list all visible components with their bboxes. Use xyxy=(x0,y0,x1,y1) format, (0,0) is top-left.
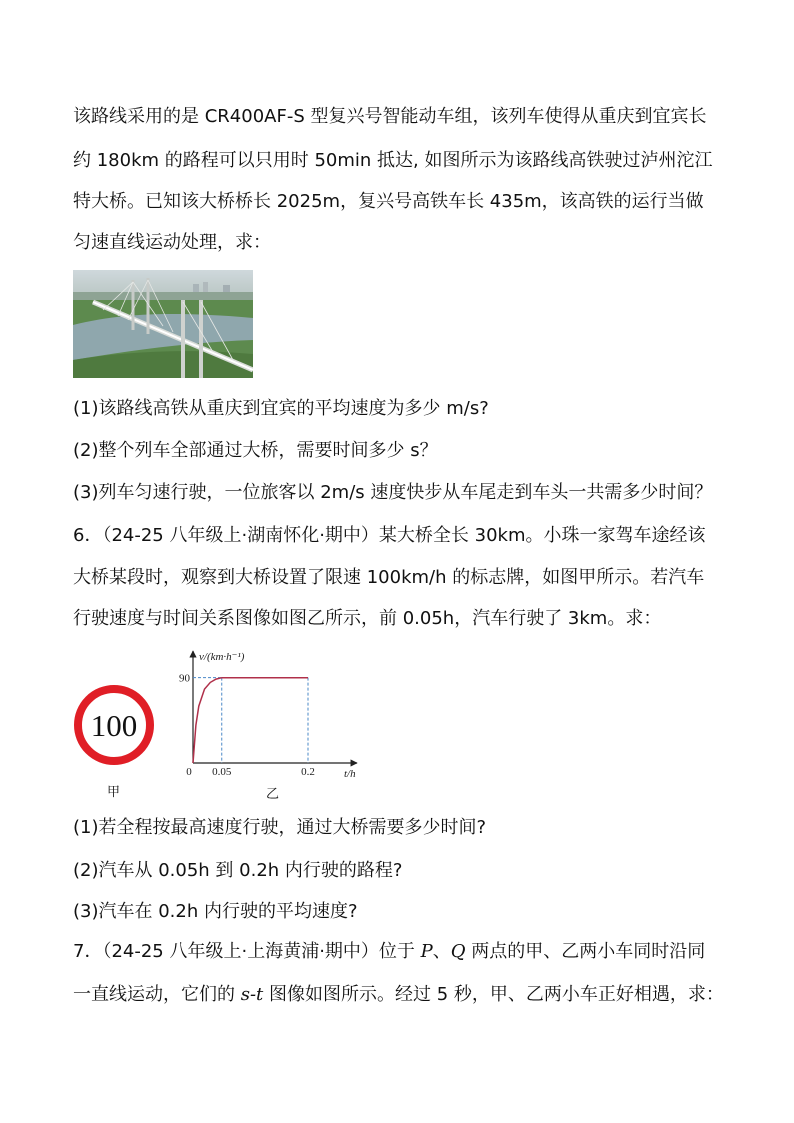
q6-line-2: 大桥某段时，观察到大桥设置了限速 100km/h 的标志牌，如图甲所示。若汽车 xyxy=(73,567,705,588)
intro-line-2: 约 180km 的路程可以只用时 50min 抵达, 如图所示为该路线高铁驶过泸州沱江 xyxy=(73,150,713,171)
intro-line-3: 特大桥。已知该大桥桥长 2025m，复兴号高铁车长 435m，该高铁的运行当做 xyxy=(73,191,704,212)
velocity-time-graph xyxy=(175,645,375,784)
bridge-photo xyxy=(73,270,253,378)
q5-sub2: (2)整个列车全部通过大桥，需要时间多少 s？ xyxy=(73,440,438,461)
origin-label: 0 xyxy=(186,766,192,778)
q6-sub3: (3)汽车在 0.2h 内行驶的平均速度? xyxy=(73,901,358,922)
st-symbol: s-t xyxy=(240,984,264,1005)
x-axis-label: t/h xyxy=(344,768,356,780)
q5-sub3: (3)列车匀速行驶，一位旅客以 2m/s 速度快步从车尾走到车头一共需多少时间？ xyxy=(73,482,713,503)
q7-line1-end: 两点的甲、乙两小车同时沿同 xyxy=(465,941,706,962)
q5-sub1: (1)该路线高铁从重庆到宜宾的平均速度为多少 m/s? xyxy=(73,398,489,419)
x-tick-label-1: 0.2 xyxy=(301,766,315,778)
y-tick-label-0: 90 xyxy=(179,672,190,685)
label-jia: 甲 xyxy=(107,785,121,800)
velocity-curve xyxy=(193,678,308,763)
q6-sub2: (2)汽车从 0.05h 到 0.2h 内行驶的路程? xyxy=(73,860,403,881)
intro-line-4: 匀速直线运动处理，求： xyxy=(73,232,271,253)
q6-line-3: 行驶速度与时间关系图像如图乙所示，前 0.05h，汽车行驶了 3km。求： xyxy=(73,608,662,629)
intro-line-1: 该路线采用的是 CR400AF-S 型复兴号智能动车组，该列车使得从重庆到宜宾长 xyxy=(73,106,707,127)
q7-separator: 、 xyxy=(432,941,451,962)
y-axis-label: v/(km·h⁻¹) xyxy=(199,651,245,663)
q7-line-2 xyxy=(73,984,724,1006)
label-yi: 乙 xyxy=(266,787,280,802)
q7-line-1 xyxy=(73,941,705,963)
point-p: P xyxy=(420,941,433,962)
q7-line1-start: 7．（24-25 八年级上·上海黄浦·期中）位于 xyxy=(73,941,421,962)
point-q: Q xyxy=(450,941,466,962)
q6-sub1: (1)若全程按最高速度行驶，通过大桥需要多少时间? xyxy=(73,817,487,838)
q7-line2-end: 图像如图所示。经过 5 秒，甲、乙两小车正好相遇，求： xyxy=(263,984,724,1005)
speed-limit-sign xyxy=(72,683,156,771)
x-tick-label-0: 0.05 xyxy=(212,766,232,778)
sign-number: 100 xyxy=(90,708,138,743)
q7-line2-start: 一直线运动，它们的 xyxy=(73,984,241,1005)
q6-line-1: 6．（24-25 八年级上·湖南怀化·期中）某大桥全长 30km。小珠一家驾车途经该 xyxy=(73,525,706,546)
